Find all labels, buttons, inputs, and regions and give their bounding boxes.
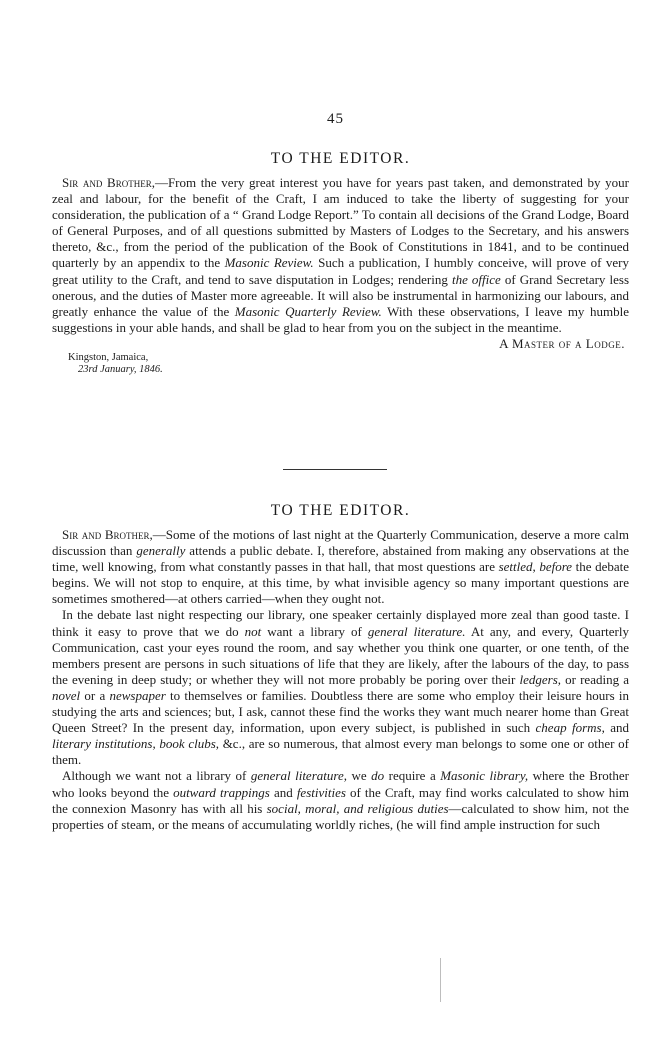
letter-one: [52, 150, 629, 376]
paragraph: [52, 768, 629, 832]
emphasis: Masonic Quarterly Review.: [234, 303, 382, 319]
emphasis: newspaper: [109, 687, 166, 703]
body-text: With these observations, I leave my humble suggestions in your able hands, and shall be glad to hear from you on the subject in the meantime.: [52, 303, 629, 335]
letter-one-heading: TO THE EDITOR.: [270, 150, 411, 167]
body-text: or a: [80, 687, 110, 703]
emphasis: generally: [136, 543, 186, 559]
body-text: attends a public debate. I, therefore, abstained from making any observations at the time, well knowing, from what constantly passes in that hall, that most questions are: [52, 543, 629, 575]
scan-mark: [440, 958, 441, 1002]
place: Kingston, Jamaica,: [68, 351, 149, 363]
body-text: of Grand Secretary less onerous, and the duties of Master more agreeable. It will also be instrumental in harmonizing our labours, and greatly enhance the value of the: [52, 271, 630, 319]
dateline: [68, 352, 629, 376]
body-text: of the Craft, may find works calculated to show him the connexion Masonry has with all his: [52, 784, 630, 816]
signature: A Master of a Lodge.: [499, 335, 625, 351]
emphasis: cheap forms,: [535, 720, 605, 736]
emphasis: general literature,: [250, 768, 347, 784]
body-text: &c., are so numerous, that almost every man belongs to some one or other of them.: [52, 736, 629, 768]
paragraph: [52, 527, 629, 607]
emphasis: literary institutions, book clubs,: [52, 736, 220, 752]
salutation: Sir and Brother,: [62, 175, 155, 190]
body-text: we: [346, 768, 372, 784]
emphasis: settled, before: [498, 559, 573, 575]
body-text: In the debate last night respecting our library, one speaker certainly displayed more zeal than good taste. I think it easy to prove that we do: [52, 607, 629, 639]
page-number: 45: [327, 111, 344, 127]
letter-one-body: [52, 175, 629, 336]
letter-two: [52, 502, 629, 833]
body-text: At any, and every, Quarterly Communication, cast your eyes round the room, and say whether you think one quarter, or one tenth, of the members present are persons in such situations of life that they are likely, after the labours of the day, to pass the evening in deep study; or whether they will not more probably be poring over their: [52, 623, 629, 687]
emphasis: Masonic Review.: [224, 255, 314, 271]
emphasis: Masonic library,: [440, 768, 529, 784]
letter-two-body: [52, 527, 629, 833]
body-text: or reading a: [561, 671, 629, 687]
body-text: and: [604, 720, 629, 736]
body-text: —calculated to show him, not the properties of steam, or the means of accumulating worldly riches, (he will find ample instruction for such: [52, 800, 630, 832]
emphasis: social, moral, and religious duties: [266, 800, 449, 816]
body-text: Such a publication, I humbly conceive, will prove of very great utility to the Craft, and tend to save disputation in Lodges; rendering: [52, 255, 629, 287]
section-divider: [283, 469, 387, 470]
body-text: Although we want not a library of: [62, 768, 251, 784]
emphasis: novel: [52, 687, 81, 703]
body-text: the debate begins. We will not stop to enquire, at this time, by what invisible agency so many important questions are sometimes smothered—at others carried—when they ought not.: [52, 559, 629, 607]
body-text: and: [269, 784, 297, 800]
emphasis: the office: [451, 271, 501, 287]
salutation: Sir and Brother,: [62, 527, 153, 542]
body-text: require a: [384, 768, 441, 784]
body-text: want a library of: [261, 623, 368, 639]
letter-two-heading: TO THE EDITOR.: [270, 502, 411, 519]
emphasis: ledgers,: [519, 671, 562, 687]
body-text: where the Brother who looks beyond the: [52, 768, 629, 800]
emphasis: festivities: [296, 784, 346, 800]
date: 23rd January, 1846.: [78, 363, 163, 375]
emphasis: do: [371, 768, 385, 784]
body-text: —Some of the motions of last night at the Quarterly Communication, deserve a more calm discussion than: [52, 527, 630, 559]
body-text: to themselves or families. Doubtless there are some who employ their leisure hours in studying the arts and sciences; but, I ask, cannot these find the works they want much nearer home than Great Queen Street? In the present day, information, upon every subject, is published in such: [52, 687, 629, 736]
paragraph: [52, 607, 629, 768]
emphasis: general literature.: [367, 623, 466, 639]
body-text: —From the very great interest you have for years past taken, and demonstrated by your zeal and labour, for the benefit of the Craft, I am induced to take the liberty of suggesting for your consideration, the publication of a “ Grand Lodge Report.” To contain all decisions of the Grand Lodge, Board of General Purposes, and of all questions submitted by Masters of Lodges to the Secretary, and his answers thereto, &c., from the period of the publication of the Book of Constitutions in 1841, and to be continued quarterly by an appendix to the: [52, 175, 630, 271]
emphasis: not: [244, 623, 262, 639]
emphasis: outward trappings: [173, 784, 270, 800]
